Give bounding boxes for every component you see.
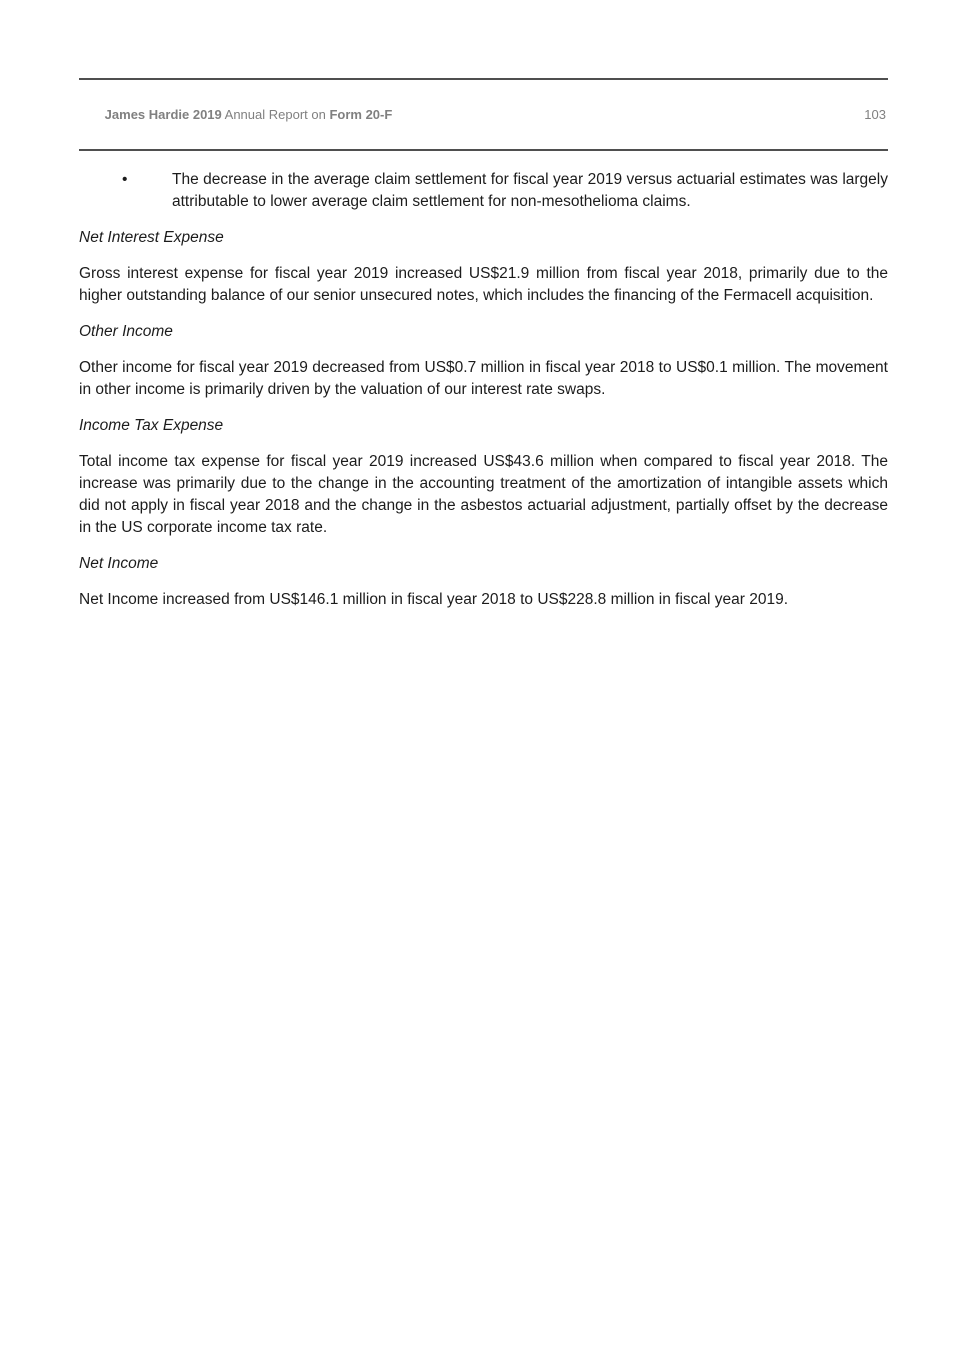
section-body: Total income tax expense for fiscal year 2019 increased US$43.6 million when compared to fiscal year 2018. The increase was primarily due to the change in the accounting treatment of the amortization of intangible assets which did not apply in fiscal year 2018 and the change in the asbestos actuarial adjustment, partially offset by the decrease in the US corporate income tax rate. [79,453,888,536]
report-title-brand: James Hardie 2019 [104,107,222,122]
page-content [79,151,888,611]
section-heading: Net Income [79,555,159,572]
bullet-item [79,169,888,213]
section-body: Other income for fiscal year 2019 decreased from US$0.7 million in fiscal year 2018 to US$0.1 million. The movement in other income is primarily driven by the valuation of our interest rate swaps. [79,359,888,398]
section-heading: Net Interest Expense [79,229,224,246]
section-heading: Income Tax Expense [79,417,224,434]
section-net-interest-expense [79,227,888,307]
bullet-text: The decrease in the average claim settlement for fiscal year 2019 versus actuarial estimates was largely attributable to lower average claim settlement for non-mesothelioma claims. [172,171,888,210]
report-title [83,89,392,140]
section-income-tax-expense [79,415,888,539]
bullet-marker: • [122,171,128,188]
section-heading: Other Income [79,323,173,340]
report-title-middle: Annual Report on [221,107,330,122]
report-title-form: Form 20-F [329,107,393,122]
section-net-income [79,553,888,611]
page-header [79,78,888,151]
page-number: 103 [864,107,886,122]
section-body: Net Income increased from US$146.1 million in fiscal year 2018 to US$228.8 million in fiscal year 2019. [79,591,789,608]
section-body: Gross interest expense for fiscal year 2019 increased US$21.9 million from fiscal year 2018, primarily due to the higher outstanding balance of our senior unsecured notes, which includes the financing of the Fermacell acquisition. [79,265,888,304]
section-other-income [79,321,888,401]
